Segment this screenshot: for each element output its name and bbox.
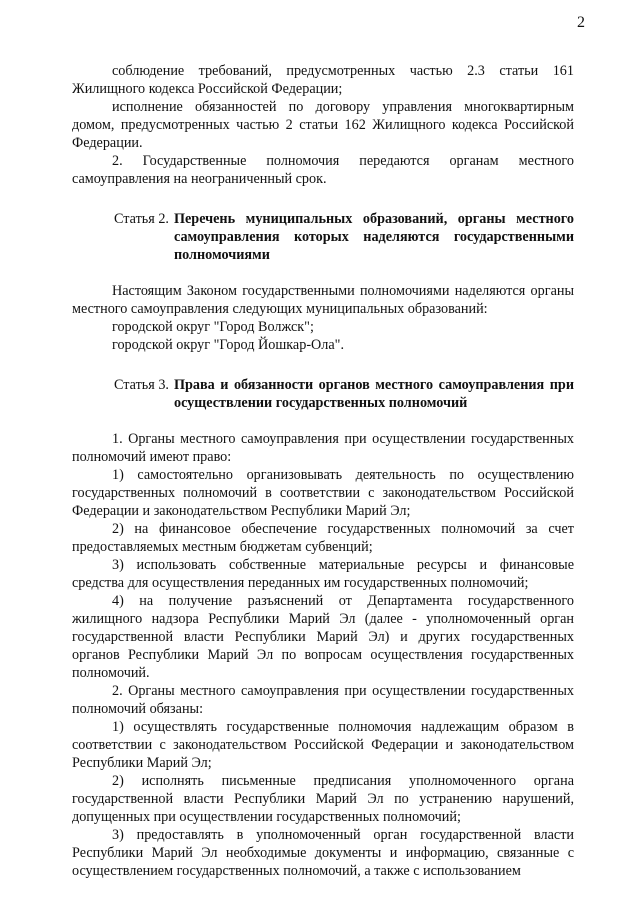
article-3-paragraph: 4) на получение разъяснений от Департамента государственного жилищного надзора Республики Марий Эл (далее - уполномоченный орган государственной власти Республики Марий Эл) и других государственных органов Республики Марий Эл по вопросам осуществления государственных полномочий. bbox=[72, 593, 574, 681]
article-3-paragraph: 1) самостоятельно организовывать деятельность по осуществлению государственных полномочий в соответствии с законодательством Российской Федерации и законодательством Республики Марий Эл; bbox=[72, 467, 574, 519]
article-3-paragraph: 3) использовать собственные материальные ресурсы и финансовые средства для осуществления переданных им государственных полномочий; bbox=[72, 557, 574, 591]
page-number: 2 bbox=[577, 14, 585, 31]
article-2-title: Перечень муниципальных образований, органы местного самоуправления которых наделяются государственными полномочиями bbox=[173, 211, 574, 263]
article-3-paragraph: 1) осуществлять государственные полномочия надлежащим образом в соответствии с законодательством Российской Федерации и законодательством Республики Марий Эл; bbox=[72, 719, 574, 771]
article-3-label: Статья 3. bbox=[114, 377, 169, 393]
article-2-heading bbox=[72, 210, 574, 264]
article-3-title: Права и обязанности органов местного самоуправления при осуществлении государственных полномочий bbox=[173, 377, 574, 411]
municipality-item: городской округ "Город Волжск"; bbox=[112, 319, 314, 335]
article-3-paragraph: 2. Органы местного самоуправления при осуществлении государственных полномочий обязаны: bbox=[72, 683, 574, 717]
article-2-label: Статья 2. bbox=[114, 211, 169, 227]
article-3-paragraph: 2) на финансовое обеспечение государственных полномочий за счет предоставляемых местным бюджетам субвенций; bbox=[72, 521, 574, 555]
intro-paragraph: соблюдение требований, предусмотренных частью 2.3 статьи 161 Жилищного кодекса Российской Федерации; bbox=[72, 63, 574, 97]
intro-paragraph: исполнение обязанностей по договору управления многоквартирным домом, предусмотренных частью 2 статьи 162 Жилищного кодекса Российской Федерации. bbox=[72, 99, 574, 151]
article-3-paragraph: 1. Органы местного самоуправления при осуществлении государственных полномочий имеют право: bbox=[72, 431, 574, 465]
article-3-paragraph: 2) исполнять письменные предписания уполномоченного органа государственной власти Республики Марий Эл по устранению нарушений, допущенных при осуществлении государственных полномочий; bbox=[72, 773, 574, 825]
article-2-intro: Настоящим Законом государственными полномочиями наделяются органы местного самоуправления следующих муниципальных образований: bbox=[72, 283, 574, 317]
article-3-paragraph: 3) предоставлять в уполномоченный орган государственной власти Республики Марий Эл необходимые документы и информацию, связанные с осуществлением государственных полномочий, а также с использованием bbox=[72, 827, 574, 879]
intro-paragraph: 2. Государственные полномочия передаются органам местного самоуправления на неограниченный срок. bbox=[72, 153, 574, 187]
document-body bbox=[72, 62, 574, 880]
municipality-item: городской округ "Город Йошкар-Ола". bbox=[112, 337, 345, 353]
article-3-heading bbox=[72, 376, 574, 412]
